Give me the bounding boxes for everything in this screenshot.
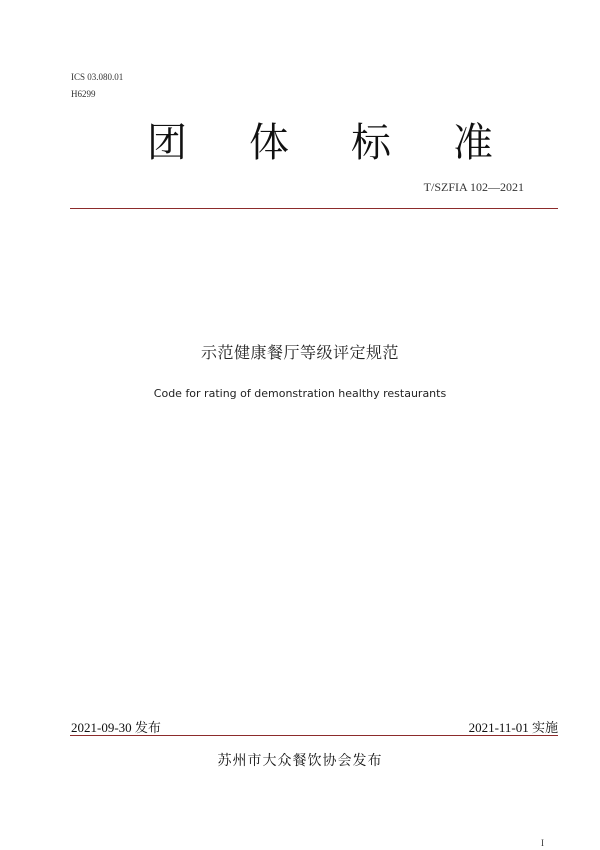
implementation-date: 2021-11-01 实施 bbox=[468, 720, 558, 735]
title-char-1: 团 bbox=[147, 119, 187, 166]
publisher: 苏州市大众餐饮协会发布 bbox=[217, 753, 383, 769]
page-number: I bbox=[541, 838, 544, 848]
title-char-4: 准 bbox=[453, 119, 493, 166]
standard-number: T/SZFIA 102—2021 bbox=[423, 180, 524, 194]
ccs-code: H6299 bbox=[71, 89, 96, 99]
document-title-english: Code for rating of demonstration healthy restaurants bbox=[153, 387, 447, 400]
standard-type-title bbox=[140, 112, 500, 166]
title-char-3: 标 bbox=[351, 119, 391, 166]
footer-divider bbox=[70, 735, 558, 736]
header-divider bbox=[70, 208, 558, 209]
document-title-chinese: 示范健康餐厅等级评定规范 bbox=[200, 343, 399, 362]
issue-date: 2021-09-30 发布 bbox=[71, 720, 161, 735]
title-char-2: 体 bbox=[249, 119, 289, 166]
ics-code: ICS 03.080.01 bbox=[71, 72, 124, 82]
